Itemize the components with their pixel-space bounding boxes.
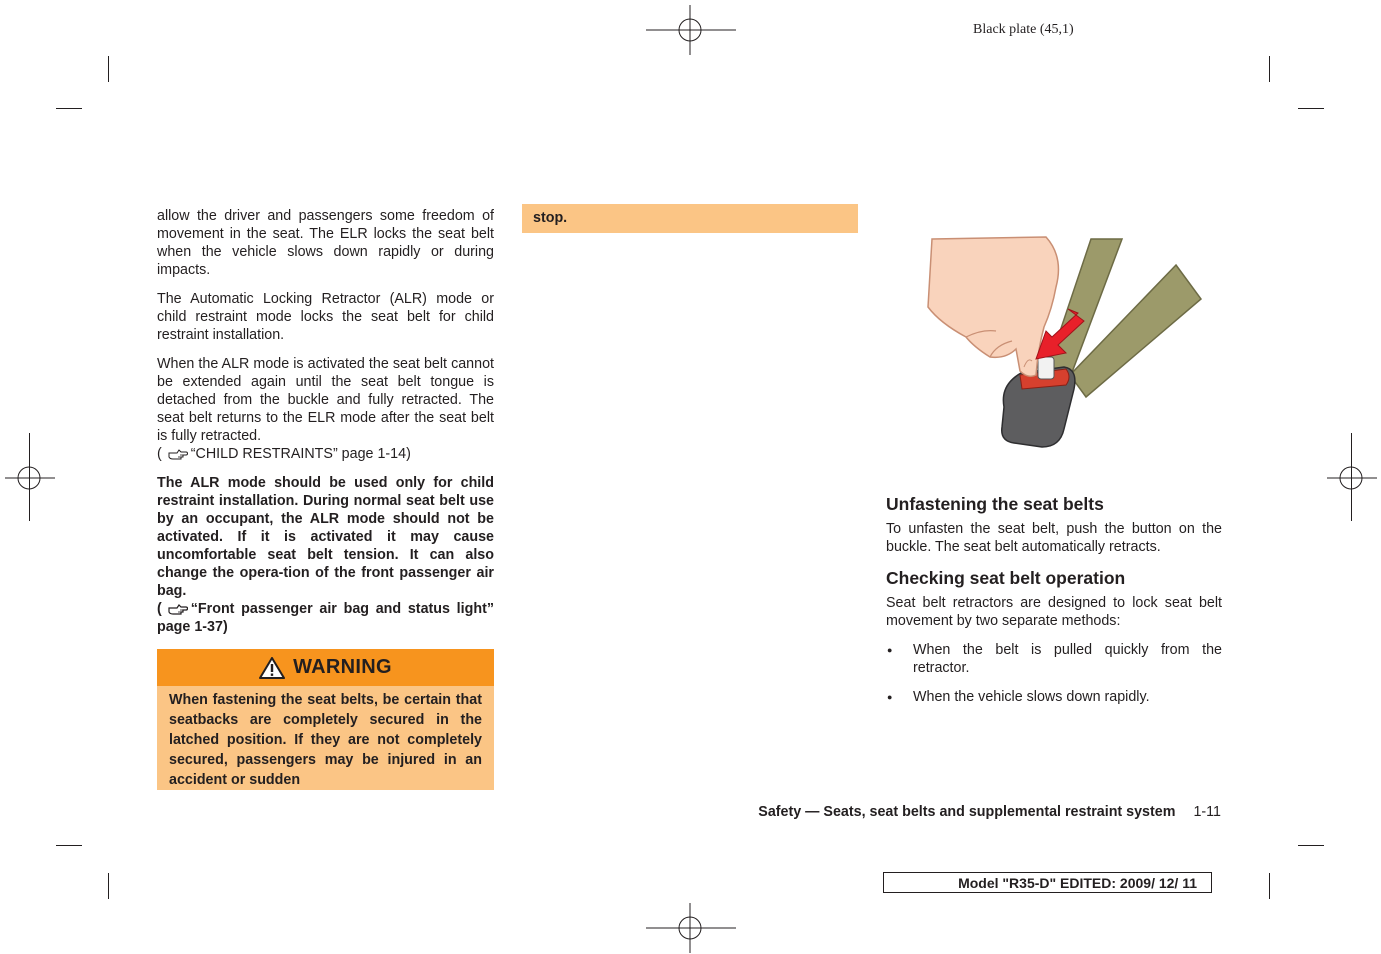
warning-box (157, 649, 494, 790)
column-left (157, 207, 494, 636)
paragraph: Seat belt retractors are designed to lock seat belt movement by two separate methods: (886, 595, 1222, 629)
page-number: 1-11 (1193, 804, 1221, 820)
cross-reference: ( “CHILD RESTRAINTS” page 1-14) (157, 446, 411, 462)
registration-mark-right (1327, 455, 1377, 501)
section-heading: Unfastening the seat belts (886, 494, 1104, 514)
warning-triangle-icon (259, 657, 285, 679)
seat-belt-unfasten-illustration (886, 207, 1222, 469)
paragraph: To unfasten the seat belt, push the button on the buckle. The seat belt automatically retracts. (886, 521, 1222, 555)
crop-mark (1298, 108, 1324, 109)
registration-mark-left (5, 455, 55, 501)
list-item: ● When the vehicle slows down rapidly. (887, 689, 1150, 705)
crop-mark (1269, 873, 1270, 899)
registration-mark-top (646, 5, 736, 55)
paragraph: When the ALR mode is activated the seat belt cannot be extended again until the seat belt tongue is detached from the buckle and fully retracted. The seat belt returns to the ELR mode after the seat belt is fully retracted. (157, 356, 494, 444)
plate-label: Black plate (45,1) (973, 22, 1074, 37)
list-item: ● When the belt is pulled quickly from the retractor. (887, 642, 1222, 676)
bullet-icon: ● (887, 645, 893, 655)
warning-header (157, 649, 494, 686)
page-footer (600, 804, 1221, 820)
model-edited-box: Model "R35-D" EDITED: 2009/ 12/ 11 (883, 872, 1212, 893)
crop-mark (56, 845, 82, 846)
paragraph: The Automatic Locking Retractor (ALR) mode or child restraint mode locks the seat belt for child restraint installation. (157, 291, 494, 343)
warning-continuation-text: stop. (533, 210, 568, 226)
warning-title: WARNING (293, 656, 392, 678)
section-heading: Checking seat belt operation (886, 568, 1126, 588)
pointing-hand-icon (168, 602, 188, 616)
column-right (886, 494, 1222, 717)
bullet-icon: ● (887, 692, 893, 702)
crop-mark (108, 873, 109, 899)
paragraph: allow the driver and passengers some freedom of movement in the seat. The ELR locks the seat belt when the vehicle slows down rapidly or during impacts. (157, 208, 494, 278)
bold-cross-reference: ( “Front passenger air bag and status light” page 1-37) (157, 601, 494, 635)
registration-mark-bottom (646, 903, 736, 953)
section-title: Safety — Seats, seat belts and supplemental restraint system (758, 804, 1176, 820)
bold-notice: The ALR mode should be used only for child restraint installation. During normal seat belt use by an occupant, the ALR mode should not be activated. If it is activated it may cause uncomfortable seat belt tension. It can also change the opera-tion of the front passenger air bag. (157, 475, 494, 599)
crop-mark (1298, 845, 1324, 846)
warning-continuation-box (522, 204, 858, 233)
crop-mark (108, 56, 109, 82)
crop-mark (56, 108, 82, 109)
pointing-hand-icon (168, 447, 188, 461)
bullet-list (886, 641, 1222, 706)
warning-text: When fastening the seat belts, be certain that seatbacks are completely secured in the latched position. If they are not completely secured, passengers may be injured in an accident or sudden (169, 692, 482, 788)
crop-mark (1269, 56, 1270, 82)
